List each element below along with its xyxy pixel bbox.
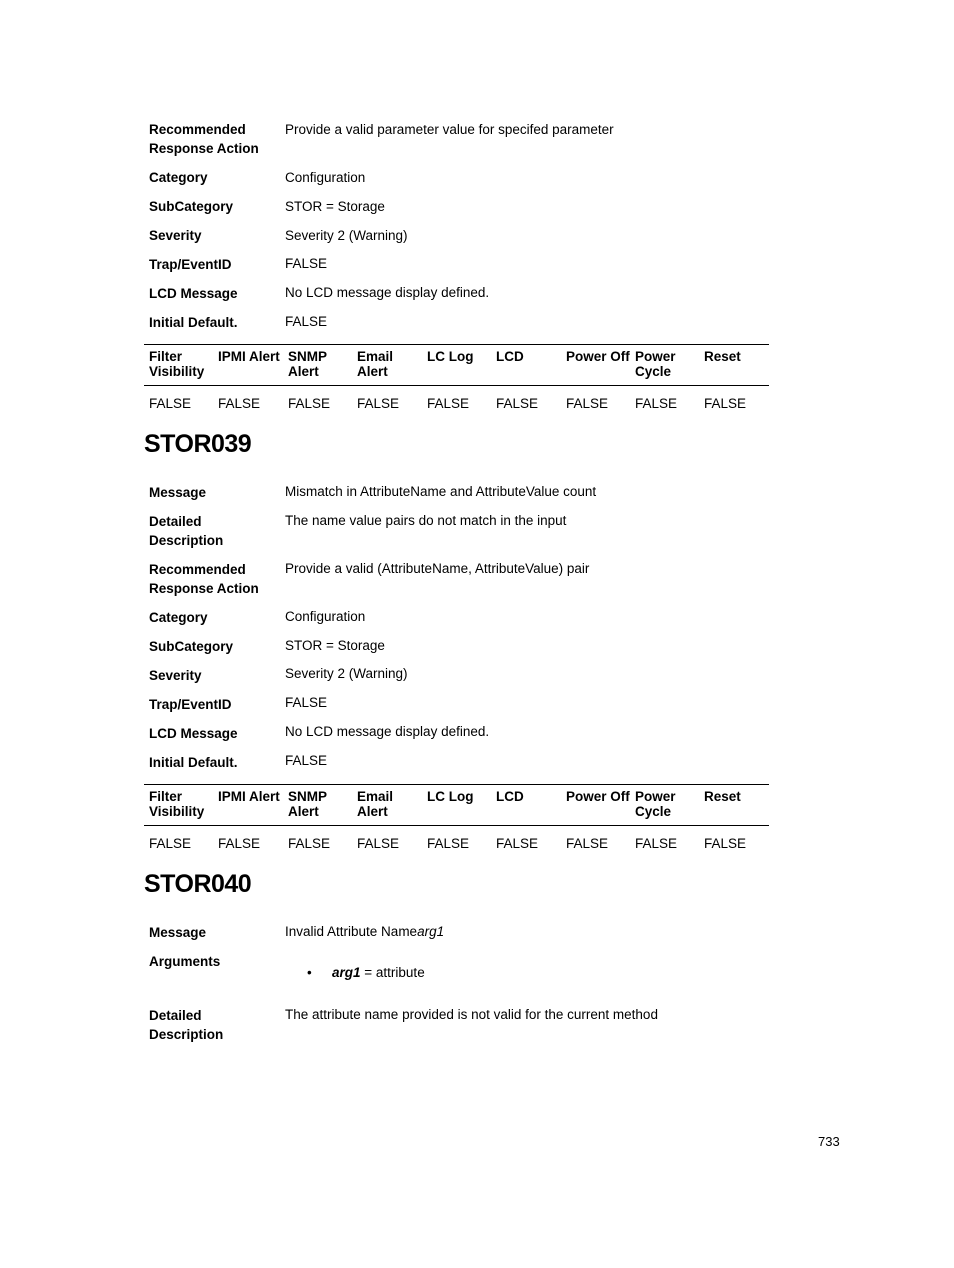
filter-header: Power Off — [566, 789, 630, 804]
filter-value: FALSE — [704, 836, 747, 851]
section-title-stor040: STOR040 — [144, 870, 252, 898]
row-label: Recommended Response Action — [149, 562, 259, 596]
section-title-stor039: STOR039 — [144, 430, 252, 458]
row-value: STOR = Storage — [285, 199, 385, 214]
message-text: Invalid Attribute Name — [285, 924, 418, 939]
argument-name: arg1 — [332, 965, 361, 980]
filter-header: Filter Visibility — [149, 349, 205, 379]
filter-value: FALSE — [704, 396, 747, 411]
row-label: Category — [149, 170, 208, 185]
row-label: LCD Message — [149, 726, 238, 741]
row-value: Severity 2 (Warning) — [285, 228, 408, 243]
filter-value: FALSE — [288, 836, 331, 851]
filter-header: Reset — [704, 349, 741, 364]
row-value: The attribute name provided is not valid for the current method — [285, 1007, 658, 1022]
filter-value: FALSE — [566, 836, 609, 851]
filter-header: IPMI Alert — [218, 789, 280, 804]
filter-header: Power Off — [566, 349, 630, 364]
filter-value: FALSE — [218, 396, 261, 411]
message-arg: arg1 — [417, 924, 445, 939]
row-value: STOR = Storage — [285, 638, 385, 653]
row-value: FALSE — [285, 314, 328, 329]
filter-value: FALSE — [635, 396, 678, 411]
row-value: No LCD message display defined. — [285, 724, 490, 739]
row-value: FALSE — [285, 695, 328, 710]
row-label: Category — [149, 610, 208, 625]
filter-value: FALSE — [149, 396, 192, 411]
row-value: Severity 2 (Warning) — [285, 666, 408, 681]
row-label: Trap/EventID — [149, 257, 232, 272]
row-label: Arguments — [149, 954, 221, 969]
filter-value: FALSE — [566, 396, 609, 411]
filter-header: Email Alert — [357, 789, 394, 819]
filter-value: FALSE — [288, 396, 331, 411]
filter-value: FALSE — [496, 396, 539, 411]
row-value: Configuration — [285, 609, 366, 624]
row-label: Initial Default. — [149, 315, 238, 330]
filter-header: Power Cycle — [635, 349, 676, 379]
filter-header: LCD — [496, 789, 524, 804]
row-label: Severity — [149, 668, 202, 683]
row-value: Configuration — [285, 170, 366, 185]
filter-header: SNMP Alert — [288, 789, 327, 819]
argument-desc: = attribute — [360, 965, 425, 980]
filter-value: FALSE — [149, 836, 192, 851]
filter-header: Reset — [704, 789, 741, 804]
filter-header: IPMI Alert — [218, 349, 280, 364]
filter-value: FALSE — [357, 836, 400, 851]
filter-value: FALSE — [427, 836, 470, 851]
filter-header: LC Log — [427, 349, 474, 364]
row-label: SubCategory — [149, 199, 234, 214]
row-label: Detailed Description — [149, 1008, 224, 1042]
filter-header: LCD — [496, 349, 524, 364]
filter-header: Email Alert — [357, 349, 394, 379]
row-value: Provide a valid parameter value for specifed parameter — [285, 122, 614, 137]
row-value — [285, 922, 769, 941]
row-label: Initial Default. — [149, 755, 238, 770]
row-label: Recommended Response Action — [149, 122, 259, 156]
row-label: Message — [149, 485, 207, 500]
filter-header: Power Cycle — [635, 789, 676, 819]
row-label: Message — [149, 925, 207, 940]
filter-value: FALSE — [357, 396, 400, 411]
row-value: The name value pairs do not match in the input — [285, 513, 567, 528]
row-value: Mismatch in AttributeName and AttributeValue count — [285, 484, 597, 499]
row-label: LCD Message — [149, 286, 238, 301]
row-label: Detailed Description — [149, 514, 224, 548]
page-number: 733 — [818, 1134, 840, 1149]
filter-header: SNMP Alert — [288, 349, 327, 379]
row-label: Severity — [149, 228, 202, 243]
filter-header: Filter Visibility — [149, 789, 205, 819]
row-label: Trap/EventID — [149, 697, 232, 712]
argument-item — [332, 963, 425, 982]
row-value: FALSE — [285, 753, 328, 768]
filter-value: FALSE — [635, 836, 678, 851]
filter-value: FALSE — [218, 836, 261, 851]
row-label: SubCategory — [149, 639, 234, 654]
filter-value: FALSE — [427, 396, 470, 411]
row-value: Provide a valid (AttributeName, AttributeValue) pair — [285, 561, 590, 576]
bullet-icon: • — [307, 965, 312, 980]
row-value: No LCD message display defined. — [285, 285, 490, 300]
row-value: FALSE — [285, 256, 328, 271]
filter-value: FALSE — [496, 836, 539, 851]
filter-header: LC Log — [427, 789, 474, 804]
